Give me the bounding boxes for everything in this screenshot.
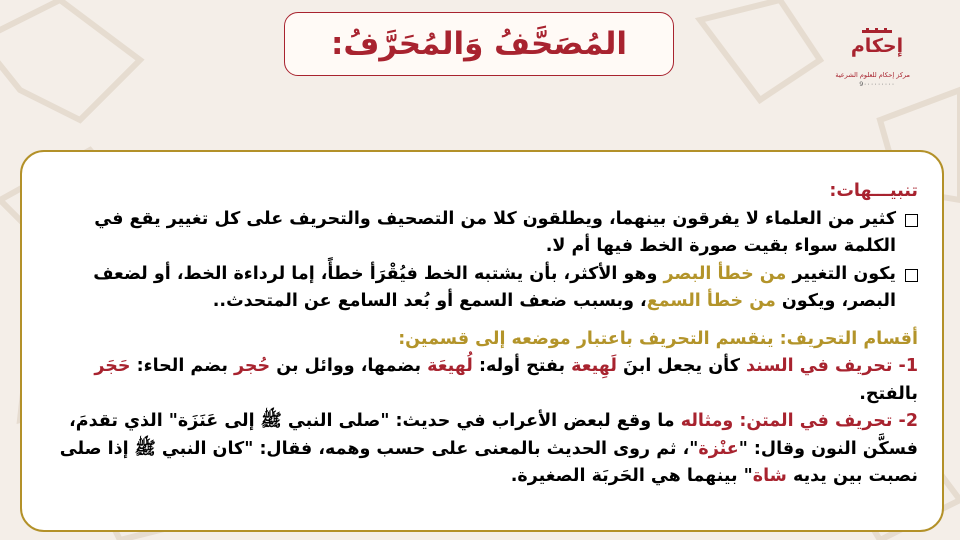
- checkbox-bullet-icon: [905, 269, 918, 282]
- logo-subtitle: مركز إحكام للعلوم الشرعية: [835, 71, 910, 79]
- type-2-part-3: " بينهما هي الحَربَة الصغيرة.: [510, 466, 753, 486]
- content-box: [20, 150, 944, 532]
- note-bullet-2: [44, 261, 918, 316]
- type-1-word-2: لُهيعَة: [427, 356, 473, 376]
- note-2-part-1: يكون التغيير: [786, 263, 896, 284]
- logo-contact: 9٠٠٠٠٠٠٠٠٠: [859, 80, 895, 88]
- type-2-word-2: شاة: [752, 466, 787, 486]
- type-1-part-1: كأن يجعل ابنَ: [616, 356, 746, 376]
- title-box: [284, 12, 674, 76]
- note-text-1: كثير من العلماء لا يفرقون بينهما، ويطلقون كلا من التصحيف والتحريف على كل تغيير يقع في الكلمة سواء بقيت صورة الخط فيها أم لا.: [94, 208, 896, 256]
- note-2-highlight-hearing: من خطأ السمع: [646, 291, 776, 311]
- type-1-word-4: حَجَر: [94, 356, 131, 376]
- type-2-part-2: "، ثم روى الحديث بالمعنى على حسب وهمه، فقال: "كان النبي ﷺ إذا صلى نصبت بين يديه: [59, 438, 918, 486]
- type-item-2: [44, 408, 918, 491]
- note-2-highlight-sight: من خطأ البصر: [663, 263, 787, 284]
- type-1-word-3: حُجر: [234, 356, 271, 376]
- note-text-2: [44, 261, 896, 316]
- notes-heading: تنبيـــهات:: [829, 181, 918, 201]
- type-item-1: [44, 353, 918, 408]
- page-title: المُصَحَّفُ وَالمُحَرَّفُ:: [331, 26, 627, 62]
- type-1-part-4: بضم الحاء:: [130, 356, 235, 376]
- logo-name: إحكام: [850, 35, 904, 57]
- type-2-sub: ومثاله: [680, 411, 740, 431]
- type-1-word-1: لَهِيعة: [571, 356, 617, 376]
- note-2-part-3: ، وبسبب ضعف السمع أو بُعد السامع عن المتحدث..: [212, 291, 647, 311]
- note-bullet-1: [44, 206, 918, 261]
- type-2-label: 2- تحريف في المتن:: [739, 411, 918, 431]
- type-1-part-5: بالفتح.: [859, 383, 918, 404]
- type-1-part-3: بضمها، ووائل بن: [270, 356, 428, 376]
- type-1-label: 1- تحريف في السند: [745, 356, 918, 376]
- logo: [835, 28, 910, 92]
- types-heading-text: ينقسم التحريف باعتبار موضعه إلى قسمين:: [398, 328, 780, 349]
- type-2-part-1: ما وقع لبعض الأعراب في حديث: "صلى النبي ﷺ إلى عَنَزَة" الذي تقدمَ، فسكَّن النون وقال: ": [69, 411, 918, 459]
- checkbox-bullet-icon: [905, 214, 918, 227]
- type-1-part-2: بفتح أوله:: [472, 356, 572, 376]
- note-2-part-2: وهو الأكثر، بأن يشتبه الخط فيُقْرَأ خطأً، إما لرداءة الخط، أو لضعف البصر، ويكون: [93, 263, 896, 311]
- type-2-word-1: عنْزة: [698, 438, 739, 459]
- types-heading-label: أقسام التحريف:: [779, 328, 918, 349]
- types-heading: [44, 326, 918, 354]
